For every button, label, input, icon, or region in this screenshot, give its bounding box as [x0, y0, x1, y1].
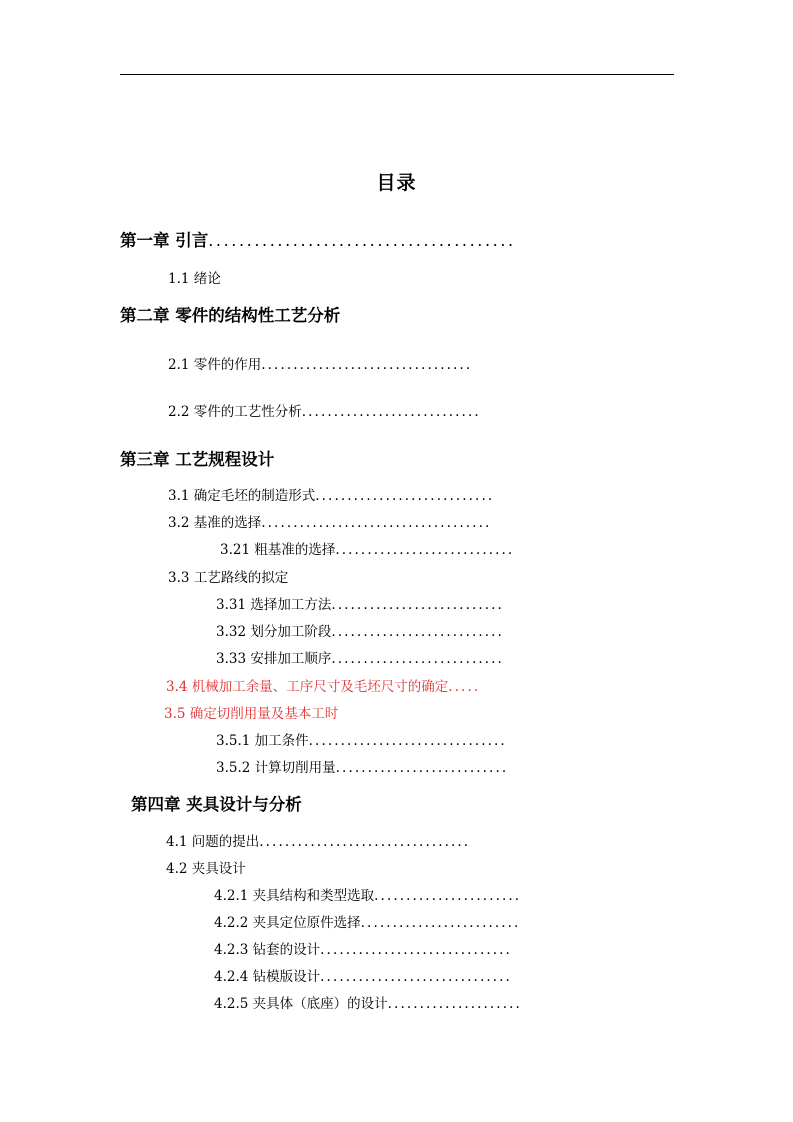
toc-entry-label: 4.2.5 夹具体（底座）的设计 — [214, 996, 388, 1012]
toc-entry-3-2[interactable] — [168, 517, 491, 531]
toc-entry-label: 3.4 机械加工余量、工序尺寸及毛坯尺寸的确定 — [166, 679, 449, 695]
toc-entry-4-2[interactable] — [166, 863, 246, 877]
toc-chapter-1[interactable] — [120, 233, 516, 250]
toc-leader-dots: .............................. — [320, 969, 512, 985]
toc-entry-3-5[interactable] — [164, 708, 338, 722]
toc-entry-3-21[interactable] — [220, 544, 514, 558]
toc-entry-4-2-5[interactable] — [214, 998, 522, 1012]
toc-chapter-4[interactable] — [131, 797, 302, 814]
toc-entry-label: 3.1 确定毛坯的制造形式 — [168, 488, 316, 504]
toc-chapter-3[interactable] — [120, 452, 274, 469]
toc-entry-label: 3.5.2 计算切削用量 — [216, 760, 336, 776]
toc-leader-dots: ........................................ — [208, 231, 516, 250]
toc-leader-dots: ............................... — [308, 733, 507, 749]
toc-leader-dots: ....................... — [374, 888, 522, 904]
toc-entry-4-2-2[interactable] — [214, 917, 520, 931]
toc-leader-dots: ..................... — [387, 996, 522, 1012]
toc-entry-label: 1.1 绪论 — [168, 271, 221, 287]
toc-entry-4-1[interactable] — [166, 836, 470, 850]
toc-entry-label: 3.5.1 加工条件 — [216, 733, 309, 749]
toc-leader-dots: ............................ — [315, 488, 495, 504]
toc-entry-4-2-3[interactable] — [214, 944, 512, 958]
toc-entry-label: 4.2.1 夹具结构和类型选取 — [214, 888, 375, 904]
toc-entry-2-2[interactable] — [168, 406, 481, 420]
toc-entry-label: 3.3 工艺路线的拟定 — [168, 570, 289, 586]
toc-entry-3-5-2[interactable] — [216, 762, 508, 776]
toc-entry-label: 4.2.3 钻套的设计 — [214, 942, 321, 958]
header-rule — [120, 74, 674, 75]
toc-entry-label: 2.2 零件的工艺性分析 — [168, 404, 302, 420]
toc-chapter-3-label: 第三章 工艺规程设计 — [120, 450, 275, 469]
toc-entry-3-32[interactable] — [216, 626, 504, 640]
toc-entry-4-2-4[interactable] — [214, 971, 512, 985]
toc-leader-dots: ..... — [448, 679, 481, 695]
toc-entry-label: 3.5 确定切削用量及基本工时 — [164, 706, 339, 722]
toc-chapter-2-label: 第二章 零件的结构性工艺分析 — [120, 306, 341, 325]
toc-title: 目录 — [376, 172, 417, 194]
toc-entry-3-3[interactable] — [168, 572, 288, 586]
toc-chapter-2[interactable] — [120, 308, 340, 325]
toc-leader-dots: .............................. — [320, 942, 512, 958]
toc-leader-dots: ............................ — [335, 542, 515, 558]
toc-entry-label: 3.32 划分加工阶段 — [216, 624, 332, 640]
toc-entry-label: 3.31 选择加工方法 — [216, 597, 332, 613]
toc-entry-3-5-1[interactable] — [216, 735, 507, 749]
toc-entry-3-33[interactable] — [216, 653, 504, 667]
toc-entry-label: 3.21 粗基准的选择 — [220, 542, 336, 558]
toc-leader-dots: ................................. — [261, 357, 473, 373]
toc-leader-dots: ................................. — [259, 834, 471, 850]
toc-leader-dots: ........................... — [331, 651, 504, 667]
toc-leader-dots: .................................... — [261, 515, 492, 531]
toc-entry-label: 2.1 零件的作用 — [168, 357, 262, 373]
toc-entry-label: 3.33 安排加工顺序 — [216, 651, 332, 667]
toc-entry-3-31[interactable] — [216, 599, 504, 613]
toc-entry-label: 4.1 问题的提出 — [166, 834, 260, 850]
toc-entry-3-4[interactable] — [166, 681, 480, 695]
toc-entry-3-1[interactable] — [168, 490, 494, 504]
toc-entry-label: 4.2.4 钻模版设计 — [214, 969, 321, 985]
toc-entry-1-1[interactable] — [168, 273, 221, 287]
toc-chapter-1-label: 第一章 引言 — [120, 231, 209, 250]
toc-entry-4-2-1[interactable] — [214, 890, 521, 904]
toc-leader-dots: ........................... — [331, 624, 504, 640]
toc-entry-label: 4.2.2 夹具定位原件选择 — [214, 915, 361, 931]
toc-chapter-4-label: 第四章 夹具设计与分析 — [131, 795, 302, 814]
toc-leader-dots: ............................ — [301, 404, 481, 420]
toc-leader-dots: ......................... — [360, 915, 521, 931]
toc-entry-label: 4.2 夹具设计 — [166, 861, 246, 877]
toc-entry-2-1[interactable] — [168, 359, 472, 373]
toc-entry-label: 3.2 基准的选择 — [168, 515, 262, 531]
toc-leader-dots: ........................... — [335, 760, 509, 776]
toc-leader-dots: ........................... — [331, 597, 504, 613]
